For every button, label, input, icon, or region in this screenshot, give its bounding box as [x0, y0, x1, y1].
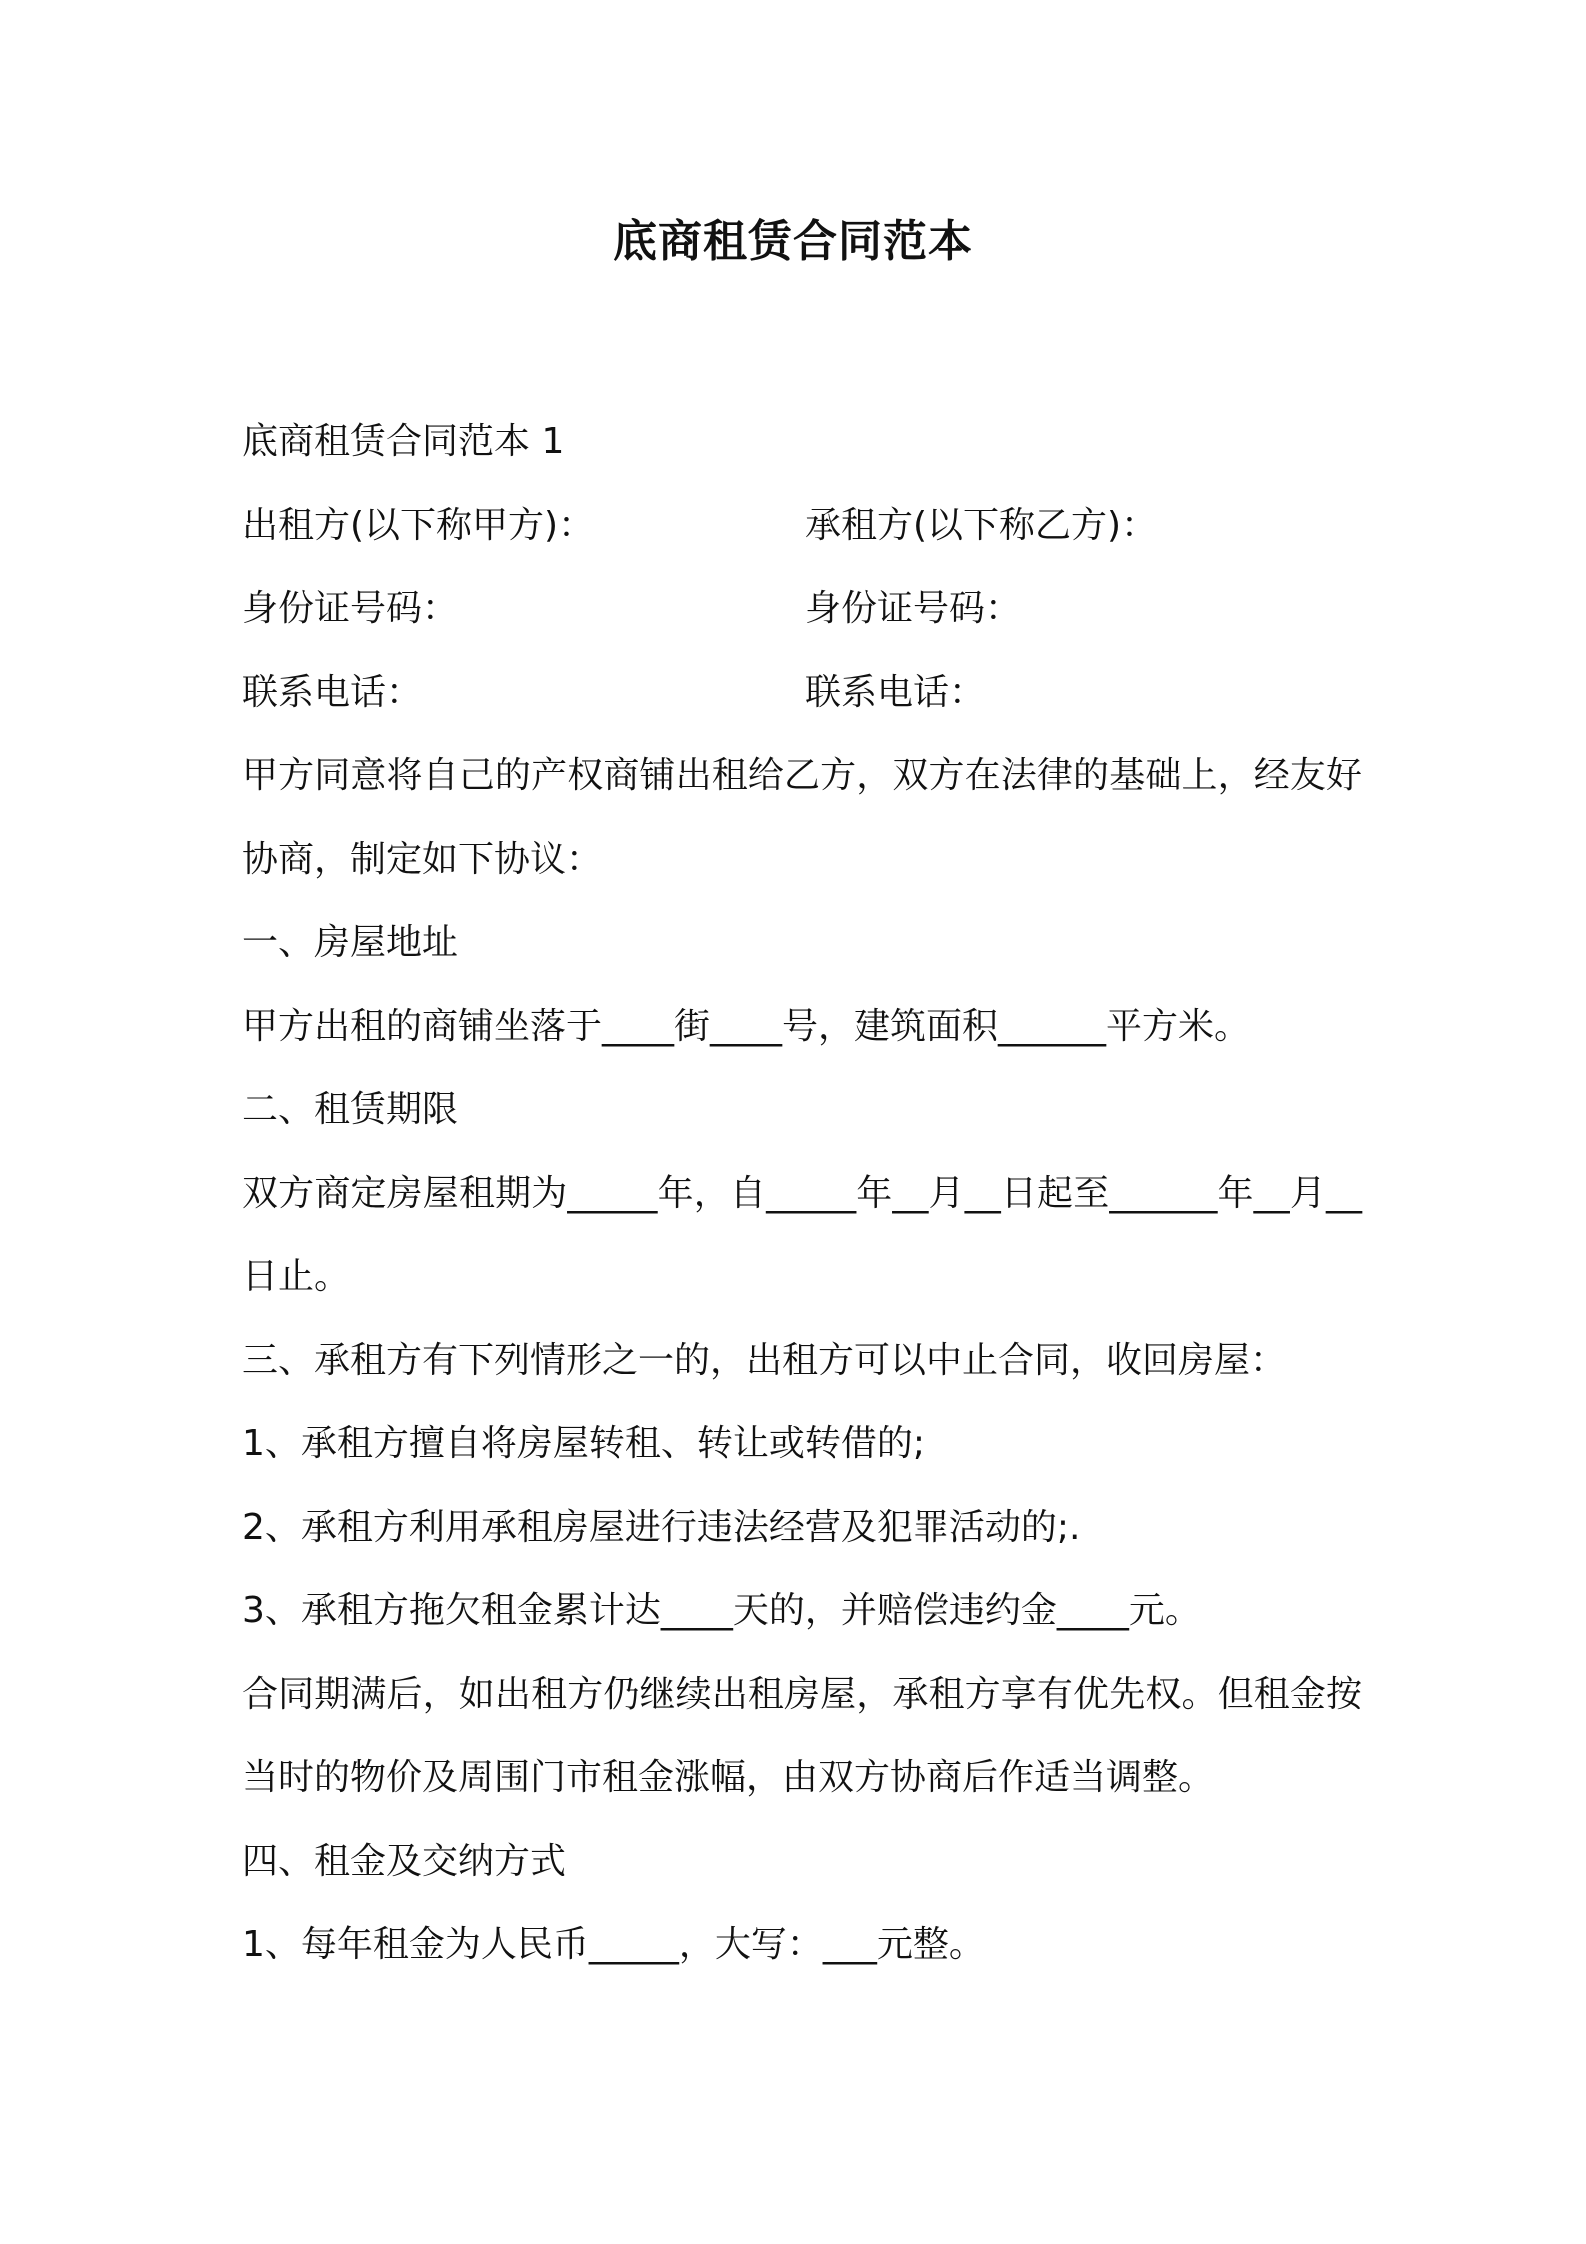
termination-item: 3、承租方拖欠租金累计达____天的，并赔偿违约金____元。 [242, 1590, 1201, 1631]
lessee-id-label: 身份证号码： [805, 588, 1022, 629]
contract-subtitle: 底商租赁合同范本 1 [242, 421, 565, 462]
lessee-phone-label: 联系电话： [805, 671, 986, 713]
intro-paragraph: 甲方同意将自己的产权商铺出租给乙方，双方在法律的基础上，经友好协商，制定如下协议： [242, 755, 1362, 880]
document-title: 底商租赁合同范本 [613, 216, 973, 267]
section-heading-address: 一、房屋地址 [242, 922, 459, 963]
section-heading-rent: 四、租金及交纳方式 [242, 1840, 567, 1882]
section-heading-term: 二、租赁期限 [242, 1089, 459, 1130]
address-clause: 甲方出租的商铺坐落于____街____号，建筑面积______平方米。 [242, 1005, 1251, 1047]
term-clause: 双方商定房屋租期为_____年，自_____年__月__日起至______年__月__日止。 [242, 1172, 1362, 1297]
termination-item: 1、承租方擅自将房屋转租、转让或转借的; [242, 1423, 926, 1464]
id-row [242, 567, 1362, 651]
party-row [242, 484, 1362, 568]
renewal-paragraph: 合同期满后，如出租方仍继续出租房屋，承租方享有优先权。但租金按当时的物价及周围门市租金涨幅，由双方协商后作适当调整。 [242, 1673, 1362, 1798]
termination-item: 2、承租方利用承租房屋进行违法经营及犯罪活动的;. [242, 1506, 1081, 1548]
lessor-label: 出租方(以下称甲方)： [242, 504, 595, 546]
section-heading-termination: 三、承租方有下列情形之一的，出租方可以中止合同，收回房屋： [242, 1339, 1287, 1381]
lessee-label: 承租方(以下称乙方)： [805, 504, 1158, 546]
rent-item: 1、每年租金为人民币_____，大写：___元整。 [242, 1924, 985, 1965]
lessor-phone-label: 联系电话： [242, 671, 423, 713]
lessor-id-label: 身份证号码： [242, 588, 459, 629]
phone-row [242, 651, 1362, 735]
document-body [242, 400, 1362, 1987]
